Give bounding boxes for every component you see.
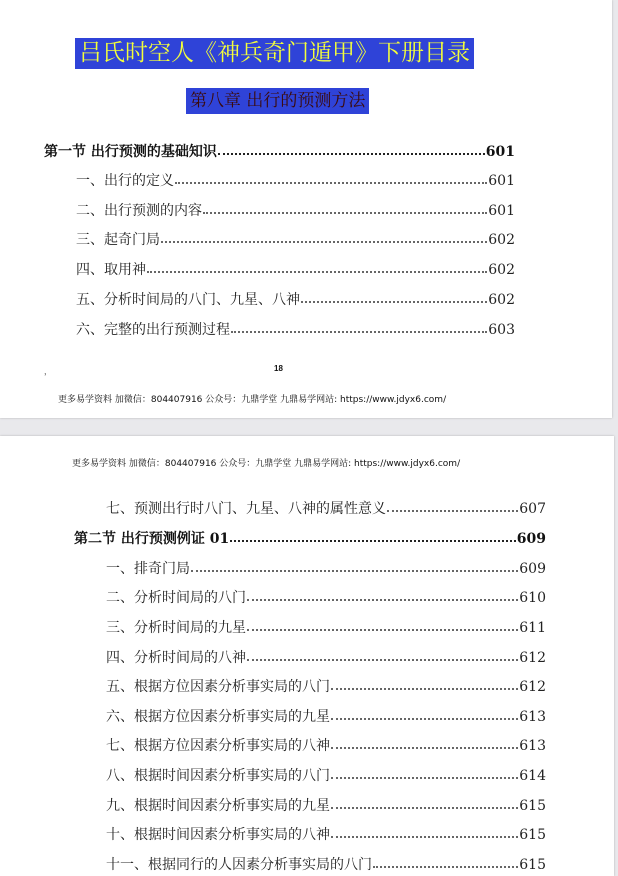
- toc-entry-page: 601: [488, 203, 515, 219]
- toc-entry[interactable]: [106, 796, 546, 816]
- leader-dots: [331, 747, 518, 749]
- toc-entry-label: 十、根据时间因素分析事实局的八神: [106, 827, 330, 843]
- stray-mark: ，: [44, 367, 52, 376]
- toc-entry-label: 五、分析时间局的八门、九星、八神: [76, 292, 300, 308]
- leader-dots: [191, 570, 518, 572]
- toc-entry-label: 九、根据时间因素分析事实局的九星: [106, 798, 330, 814]
- leader-dots: [301, 301, 487, 303]
- toc-entry-page: 615: [519, 857, 546, 873]
- toc-entry-label: 一、出行的定义: [76, 173, 174, 189]
- toc-entry-page: 615: [519, 827, 546, 843]
- toc-entry[interactable]: [106, 677, 546, 697]
- leader-dots: [331, 688, 518, 690]
- toc-entry-label: 十一、根据同行的人因素分析事实局的八门: [106, 857, 372, 873]
- toc-entry-page: 613: [519, 709, 546, 725]
- leader-dots: [331, 718, 518, 720]
- toc-entry-page: 607: [519, 501, 546, 517]
- toc-entry[interactable]: [106, 766, 546, 786]
- leader-dots: [175, 182, 487, 184]
- leader-dots: [147, 271, 487, 273]
- toc-entry-label: 第二节 出行预测例证 01: [74, 531, 230, 547]
- toc-section-entry[interactable]: [44, 142, 515, 162]
- toc-entry-label: 四、取用神: [76, 262, 146, 278]
- toc-entry[interactable]: [106, 618, 546, 638]
- toc-entry-page: 609: [519, 561, 546, 577]
- toc-entry[interactable]: [76, 320, 515, 340]
- page-footer: 更多易学资料 加微信：804407916 公众号：九鼎学堂 九鼎易学网站: https://www.jdyx6.com/: [58, 395, 447, 405]
- page-number: 18: [274, 364, 283, 373]
- leader-dots: [247, 599, 518, 601]
- document-title: 吕氏时空人《神兵奇门遁甲》下册目录: [75, 38, 474, 69]
- toc-entry[interactable]: [76, 171, 515, 191]
- leader-dots: [331, 836, 518, 838]
- leader-dots: [247, 659, 518, 661]
- toc-entry[interactable]: [106, 855, 546, 875]
- leader-dots: [247, 629, 518, 631]
- toc-entry-page: 609: [516, 531, 546, 547]
- toc-entry-label: 五、根据方位因素分析事实局的八门: [106, 679, 330, 695]
- document-page-1: [0, 0, 612, 418]
- toc-entry-page: 614: [519, 768, 546, 784]
- chapter-heading: 第八章 出行的预测方法: [186, 88, 369, 114]
- toc-entry[interactable]: [106, 588, 546, 608]
- leader-dots: [230, 540, 516, 542]
- toc-entry[interactable]: [106, 499, 546, 519]
- leader-dots: [231, 331, 487, 333]
- toc-entry[interactable]: [106, 707, 546, 727]
- toc-entry[interactable]: [106, 825, 546, 845]
- toc-section-entry[interactable]: [74, 529, 546, 549]
- toc-entry-page: 603: [488, 322, 515, 338]
- toc-entry-page: 611: [519, 620, 546, 636]
- toc-entry-page: 601: [485, 144, 515, 160]
- toc-entry-page: 601: [488, 173, 515, 189]
- toc-entry-page: 602: [488, 292, 515, 308]
- leader-dots: [387, 510, 518, 512]
- toc-entry-page: 612: [519, 650, 546, 666]
- toc-entry-page: 615: [519, 798, 546, 814]
- toc-entry-label: 三、起奇门局: [76, 232, 160, 248]
- toc-entry-label: 八、根据时间因素分析事实局的八门: [106, 768, 330, 784]
- toc-entry-label: 六、根据方位因素分析事实局的九星: [106, 709, 330, 725]
- toc-entry-label: 七、根据方位因素分析事实局的八神: [106, 738, 330, 754]
- toc-entry-label: 三、分析时间局的九星: [106, 620, 246, 636]
- toc-entry-label: 七、预测出行时八门、九星、八神的属性意义: [106, 501, 386, 517]
- leader-dots: [218, 153, 485, 155]
- toc-entry[interactable]: [76, 201, 515, 221]
- toc-entry-label: 一、排奇门局: [106, 561, 190, 577]
- toc-entry[interactable]: [106, 736, 546, 756]
- toc-entry-page: 610: [519, 590, 546, 606]
- toc-entry[interactable]: [76, 290, 515, 310]
- toc-entry[interactable]: [76, 260, 515, 280]
- toc-entry-page: 613: [519, 738, 546, 754]
- toc-entry-page: 612: [519, 679, 546, 695]
- leader-dots: [161, 241, 487, 243]
- toc-entry-label: 二、分析时间局的八门: [106, 590, 246, 606]
- toc-entry-label: 四、分析时间局的八神: [106, 650, 246, 666]
- leader-dots: [331, 777, 518, 779]
- leader-dots: [203, 212, 487, 214]
- toc-entry-page: 602: [488, 262, 515, 278]
- toc-entry[interactable]: [106, 648, 546, 668]
- toc-entry[interactable]: [76, 230, 515, 250]
- toc-entry-label: 第一节 出行预测的基础知识: [44, 144, 217, 160]
- leader-dots: [331, 807, 518, 809]
- document-page-2: [0, 436, 614, 876]
- toc-entry-label: 二、出行预测的内容: [76, 203, 202, 219]
- page-header: 更多易学资料 加微信：804407916 公众号：九鼎学堂 九鼎易学网站: https://www.jdyx6.com/: [72, 459, 461, 469]
- toc-entry-page: 602: [488, 232, 515, 248]
- toc-entry[interactable]: [106, 559, 546, 579]
- toc-entry-label: 六、完整的出行预测过程: [76, 322, 230, 338]
- leader-dots: [373, 866, 518, 868]
